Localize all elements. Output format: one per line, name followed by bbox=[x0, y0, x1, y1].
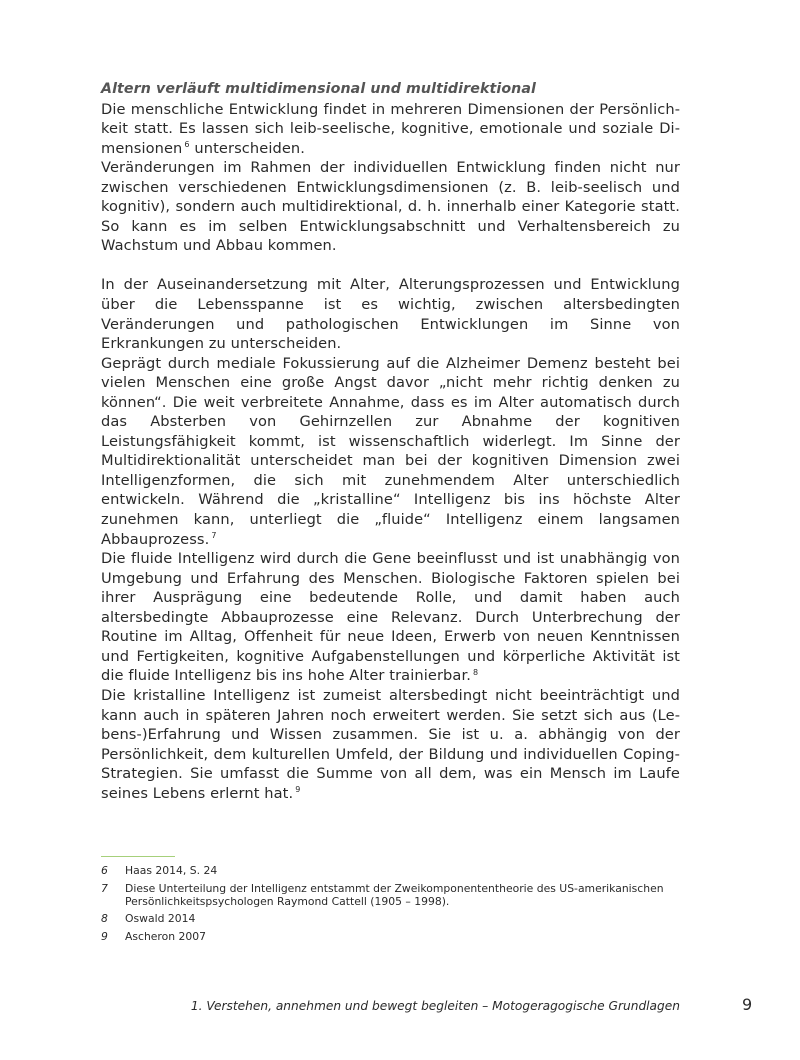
footnote-item bbox=[101, 931, 680, 944]
footnote-number: 7 bbox=[101, 881, 108, 895]
paragraph-text: Geprägt durch mediale Fokussierung auf die Alzheimer Demenz besteht bei vielen Menschen eine große Angst davor „nicht mehr richtig denken zu können“. Die weit verbreitete Annahme, dass es im Alter automatisch durch das Absterben von Gehirnzellen zur Abnahme der kognitiven Leistungsfähigkeit kommt, ist wissenschaftlich widerlegt. Im Sinne der Multidirektionalität unterscheidet man bei der kognitiven Dimension zwei Intelligenzformen, die sich mit zunehmendem Alter unterschiedlich entwickeln. Während die „kristalline“ Intelligenz bis ins höchste Alter zunehmen kann, unterliegt die „fluide“ Intelligenz einem langsamen Abbauprozess. bbox=[101, 354, 680, 548]
paragraph-crystalline-intelligence bbox=[101, 686, 680, 803]
paragraph-tail: unterscheiden. bbox=[189, 139, 306, 157]
section-heading: Altern verläuft multidimensional und multidirektional bbox=[101, 81, 537, 97]
paragraph-multidirectional: Veränderungen im Rahmen der individuellen Entwicklung finden nicht nur zwischen verschiedenen Entwicklungsdimensionen (z. B. leib-seelisch und kognitiv), sondern auch multidirektional, d. h. innerhalb einer Kategorie statt. So kann es im selben Entwicklungsabschnitt und Verhaltensbereich zu Wachstum und Abbau kommen. bbox=[101, 159, 680, 255]
footnote-number: 9 bbox=[101, 930, 108, 944]
footnote-text: Ascheron 2007 bbox=[125, 930, 206, 944]
footnote-text: Diese Unterteilung der Intelligenz entstammt der Zweikomponententheorie des US-amerikanischen Persönlichkeitspsychologen Raymond Cattell (1905 – 1998). bbox=[125, 881, 664, 908]
main-text bbox=[101, 80, 680, 803]
footnote-ref-6: 6 bbox=[184, 139, 190, 149]
paragraph-fluid-intelligence bbox=[101, 549, 680, 686]
footnote-item bbox=[101, 913, 680, 926]
running-footer: 1. Verstehen, annehmen und bewegt begleiten – Motogeragogische Grundlagen bbox=[190, 999, 680, 1013]
paragraph-text: Die kristalline Intelligenz ist zumeist altersbedingt nicht beeinträchtigt und kann auch in späteren Jahren noch erweitert werden. Sie setzt sich aus (Lebens-)Erfahrung und Wissen zusammen. Sie ist u. a. abhängig von der Persönlichkeit, dem kulturellen Umfeld, der Bildung und individuellen Coping-Strategien. Sie umfasst die Summe von all dem, was ein Mensch im Laufe seines Lebens erlernt hat. bbox=[101, 686, 680, 802]
footnote-text: Haas 2014, S. 24 bbox=[125, 864, 218, 877]
paragraph-dementia bbox=[101, 354, 680, 549]
footnote-item bbox=[101, 883, 680, 909]
footnote-ref-8: 8 bbox=[472, 667, 479, 677]
paragraph-dimensions bbox=[101, 100, 680, 159]
paragraph-pathology: In der Auseinandersetzung mit Alter, Alterungsprozessen und Entwicklung über die Lebensspanne ist es wichtig, zwischen altersbedingten Veränderungen und pathologischen Entwicklungen im Sinne von Erkrankungen zu unterscheiden. bbox=[101, 276, 680, 353]
paragraph-text: Die fluide Intelligenz wird durch die Gene beeinflusst und ist unabhängig von Umgebung und Erfahrung des Menschen. Biologische Faktoren spielen bei ihrer Ausprägung eine bedeutende Rolle, und damit haben auch altersbedingte Abbauprozesse eine Relevanz. Durch Unterbrechung der Routine im Alltag, Offenheit für neue Ideen, Erwerb von neuen Kenntnissen und Fertigkeiten, kognitive Aufgabenstellungen und körperliche Aktivität ist die fluide Intelligenz bis ins hohe Alter trainierbar. bbox=[101, 550, 680, 685]
footnote-divider bbox=[101, 856, 175, 857]
footnote-number: 8 bbox=[101, 912, 108, 926]
footnote-item bbox=[101, 865, 680, 878]
footnote-ref-7: 7 bbox=[211, 530, 217, 540]
footnotes bbox=[101, 865, 680, 949]
footnote-ref-9: 9 bbox=[295, 784, 301, 794]
footnote-number: 6 bbox=[101, 864, 108, 877]
page-number: 9 bbox=[742, 995, 753, 1014]
footnote-text: Oswald 2014 bbox=[125, 912, 196, 926]
paragraph-text: Die menschliche Entwicklung findet in mehreren Dimensionen der Persönlichkeit statt. Es lassen sich leib-seelische, kognitive, emotionale und soziale Dimensionen bbox=[101, 100, 680, 157]
